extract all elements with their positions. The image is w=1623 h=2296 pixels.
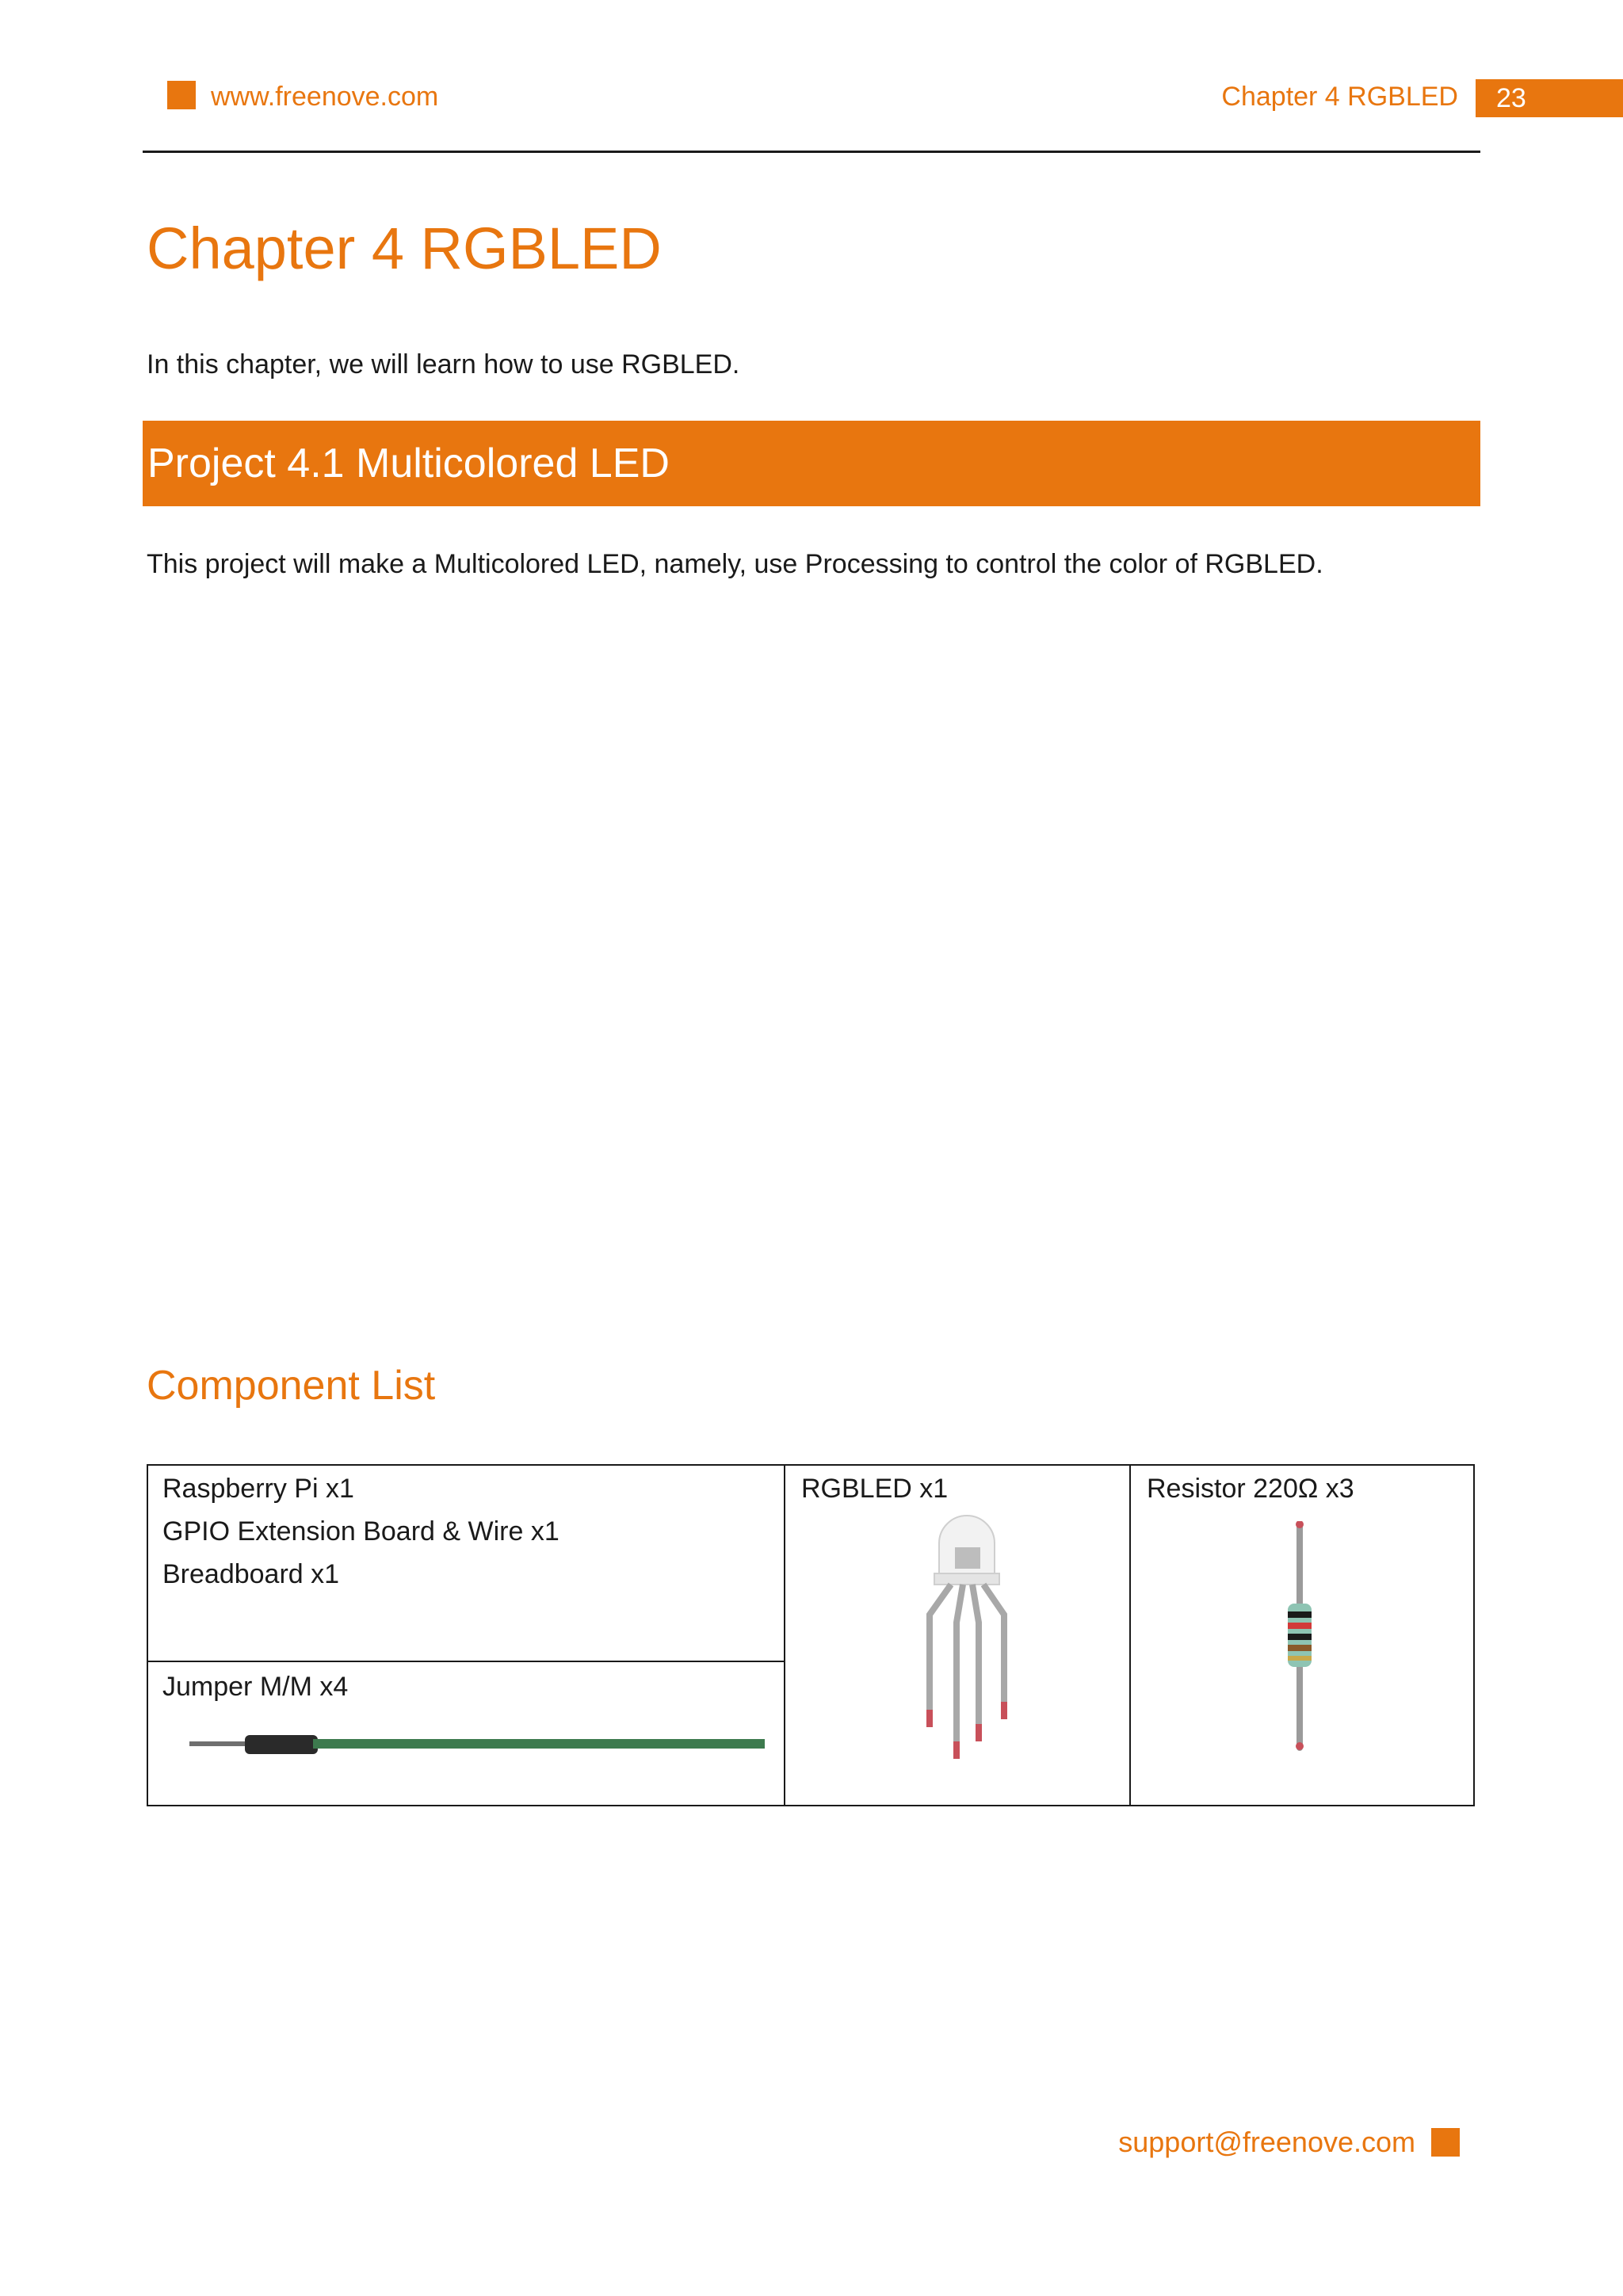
component-item-jumper: Jumper M/M x4 xyxy=(162,1672,349,1702)
chapter-title: Chapter 4 RGBLED xyxy=(147,215,662,281)
table-border-right xyxy=(1473,1464,1475,1806)
project-heading-bar xyxy=(143,421,1480,506)
table-border-top xyxy=(147,1464,1475,1466)
component-table xyxy=(147,1464,1475,1806)
table-border-left xyxy=(147,1464,148,1806)
footer-support-email[interactable]: support@freenove.com xyxy=(1118,2126,1415,2158)
project-description: This project will make a Multicolored LED, namely, use Processing to control the color of RGBLED. xyxy=(147,549,1323,579)
resistor-icon xyxy=(1280,1521,1319,1751)
project-title: Project 4.1 Multicolored LED xyxy=(147,441,670,486)
table-divider-col1 xyxy=(784,1464,785,1806)
header-page-badge xyxy=(1476,79,1623,117)
component-list-title: Component List xyxy=(147,1363,436,1409)
header-logo-square-icon xyxy=(167,81,196,109)
header-chapter-label: Chapter 4 RGBLED xyxy=(1221,82,1458,112)
page-number: 23 xyxy=(1496,83,1526,113)
header-website-link[interactable]: www.freenove.com xyxy=(211,82,439,112)
component-item-raspberry-pi: Raspberry Pi x1 xyxy=(162,1474,354,1504)
jumper-wire-icon xyxy=(189,1729,768,1760)
component-item-resistor: Resistor 220Ω x3 xyxy=(1147,1474,1354,1504)
component-item-gpio-board: GPIO Extension Board & Wire x1 xyxy=(162,1516,559,1547)
footer-logo-square-icon xyxy=(1431,2128,1460,2157)
table-divider-row xyxy=(147,1661,785,1662)
chapter-intro: In this chapter, we will learn how to use RGBLED. xyxy=(147,349,740,379)
header-divider xyxy=(143,151,1480,153)
table-border-bottom xyxy=(147,1805,1475,1806)
rgbled-icon xyxy=(907,1512,1026,1797)
component-item-breadboard: Breadboard x1 xyxy=(162,1559,340,1589)
table-divider-col2 xyxy=(1129,1464,1131,1806)
component-item-rgbled: RGBLED x1 xyxy=(801,1474,949,1504)
